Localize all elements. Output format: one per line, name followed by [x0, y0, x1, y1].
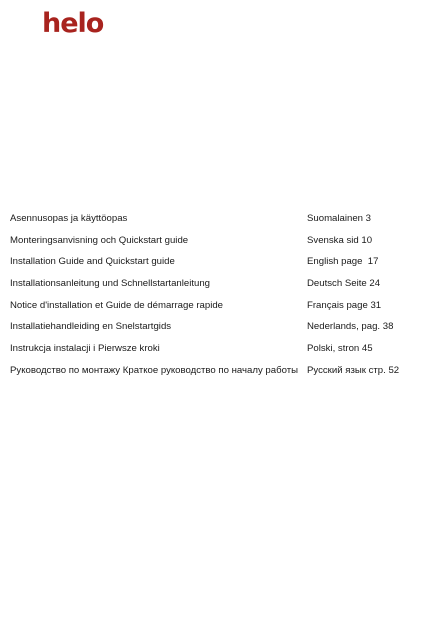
- toc-title: Installatiehandleiding en Snelstartgids: [10, 321, 172, 333]
- toc-row-swedish: [10, 234, 430, 256]
- toc-language-page: Русский язык стр. 52: [307, 364, 400, 376]
- toc-language-page: Deutsch Seite 24: [307, 278, 381, 290]
- toc-title: Руководство по монтажу Краткое руководство по началу работы: [10, 364, 298, 376]
- toc-language-page: Suomalainen 3: [307, 213, 372, 224]
- toc-row-polish: [10, 342, 430, 364]
- toc-title: Installationsanleitung und Schnellstartanleitung: [10, 278, 211, 290]
- toc-row-finnish: [10, 212, 430, 234]
- toc-title: Instrukcja instalacji i Pierwsze kroki: [10, 343, 160, 355]
- toc-language-page: Nederlands, pag. 38: [307, 321, 394, 333]
- toc-title: Asennusopas ja käyttöopas: [10, 213, 128, 224]
- toc-row-german: [10, 277, 430, 299]
- toc-row-english: [10, 255, 430, 277]
- toc-row-french: [10, 299, 430, 321]
- toc-title: Installation Guide and Quickstart guide: [10, 256, 175, 268]
- helo-logo: helo: [42, 8, 104, 39]
- toc-row-dutch: [10, 320, 430, 342]
- table-of-contents: [10, 212, 430, 386]
- toc-language-page: Français page 31: [307, 299, 382, 311]
- toc-language-page: Polski, stron 45: [307, 343, 373, 355]
- toc-language-page: English page 17: [307, 256, 379, 268]
- toc-title: Monteringsanvisning och Quickstart guide: [10, 234, 189, 246]
- toc-language-page: Svenska sid 10: [307, 234, 373, 246]
- toc-row-russian: [10, 364, 430, 386]
- toc-title: Notice d'installation et Guide de démarrage rapide: [10, 299, 224, 311]
